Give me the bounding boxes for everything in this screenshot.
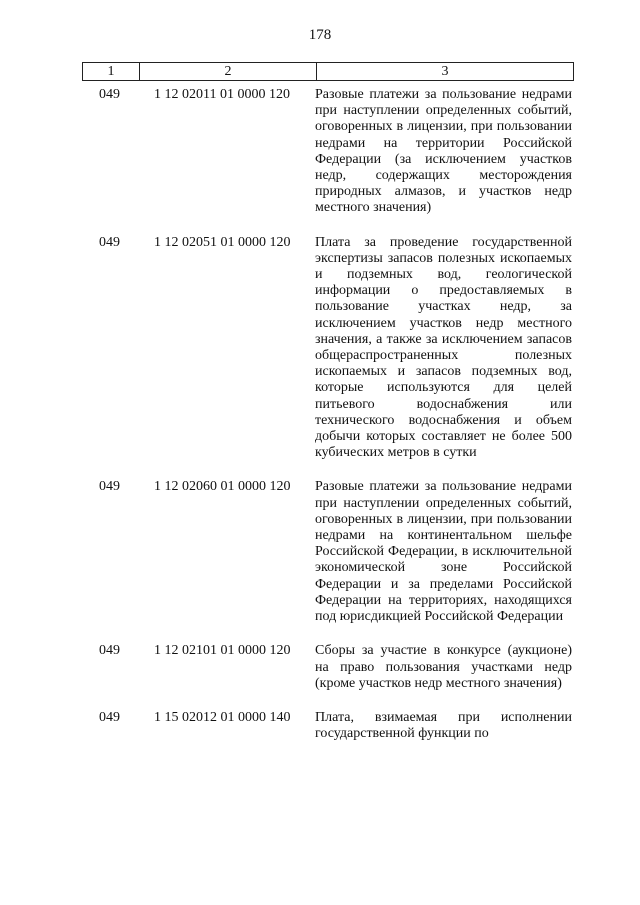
table-row — [82, 479, 574, 625]
income-code: 1 12 02051 01 0000 120 — [154, 234, 291, 250]
income-description: Сборы за участие в конкурсе (аукционе) на право пользования участками недр (кроме участков недр местного значения) — [315, 643, 572, 691]
page-number: 178 — [308, 27, 332, 43]
table-row — [82, 87, 574, 217]
column-header-2: 2 — [140, 63, 317, 81]
income-code: 1 15 02012 01 0000 140 — [154, 709, 291, 725]
table-row — [82, 643, 574, 692]
income-description: Разовые платежи за пользование недрами при наступлении определенных событий, оговоренных в лицензии, при пользовании недрами на территории Российской Федерации (за исключением участков недр, содержащих месторождения природных алмазов, и участков недр местного значения) — [315, 87, 572, 216]
income-description: Плата, взимаемая при исполнении государственной функции по — [315, 709, 572, 742]
table-row — [82, 235, 574, 462]
column-header-3: 3 — [317, 63, 574, 81]
admin-code: 049 — [99, 479, 120, 495]
admin-code: 049 — [99, 643, 120, 659]
income-code: 1 12 02011 01 0000 120 — [154, 87, 290, 102]
income-code: 1 12 02060 01 0000 120 — [154, 479, 291, 495]
classification-list — [82, 87, 574, 760]
column-header-1: 1 — [83, 63, 140, 81]
income-description: Разовые платежи за пользование недрами при наступлении определенных событий, оговоренных в лицензии, при пользовании недрами на континентальном шельфе Российской Федерации, в исключительной экономической зоне Российской Федерации и за пределами Российской Федерации на территориях, находящихся под юрисдикцией Российской Федерации — [315, 479, 572, 625]
admin-code: 049 — [99, 234, 120, 250]
admin-code: 049 — [99, 87, 120, 102]
table-row — [82, 710, 574, 742]
income-code: 1 12 02101 01 0000 120 — [154, 643, 291, 659]
admin-code: 049 — [99, 709, 120, 725]
income-description: Плата за проведение государственной экспертизы запасов полезных ископаемых и подземных вод, геологической информации о предоставляемых в пользование участках недр, за исключением участков недр местного значения, а также за исключением запасов общераспространенных полезных ископаемых и запасов подземных вод, которые используются для целей питьевого водоснабжения или технического водоснабжения и объем добычи которых составляет не более 500 кубических метров в сутки — [315, 234, 572, 461]
column-header-table — [82, 62, 574, 81]
